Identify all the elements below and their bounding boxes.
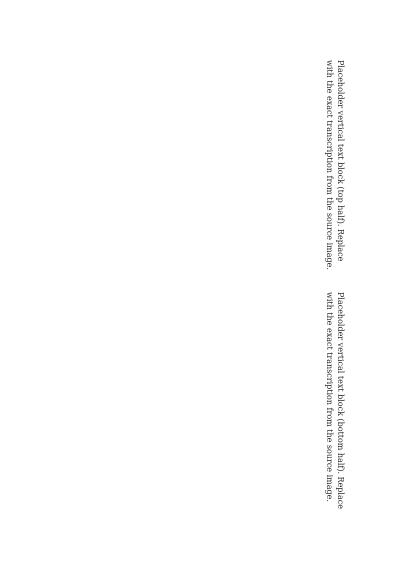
- text-block-bottom: Placeholder vertical text block (bottom half). Replace with the exact transcription from the source image.: [325, 292, 345, 512]
- text-block-top: Placeholder vertical text block (top half). Replace with the exact transcription from the source image.: [325, 60, 345, 270]
